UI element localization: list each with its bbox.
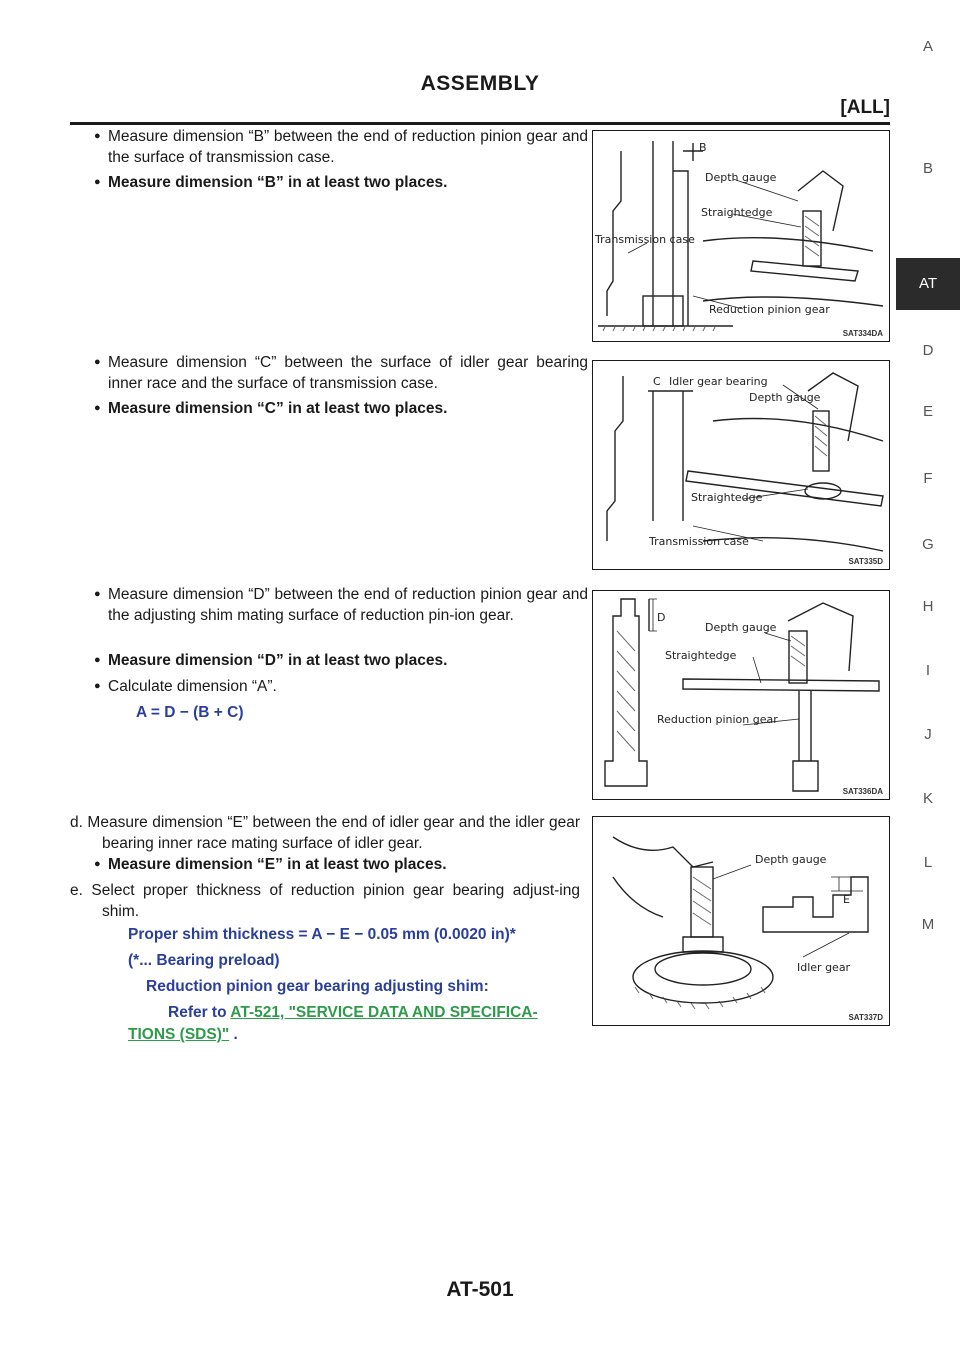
sidebar-item-g[interactable]: G: [922, 536, 934, 553]
figure-code-b: SAT334DA: [842, 329, 883, 338]
fig-e-label-e: E: [843, 893, 850, 906]
fig-b-label-depth-gauge: Depth gauge: [705, 171, 777, 184]
page-subtitle: [ALL]: [840, 97, 890, 118]
sidebar-item-a[interactable]: A: [922, 38, 933, 55]
fig-c-label-idler-bearing: Idler gear bearing: [669, 375, 768, 388]
figure-sat335d: [592, 360, 890, 570]
fig-e-label-idler-gear: Idler gear: [797, 961, 851, 974]
refer-line-2: [128, 1026, 238, 1044]
formula-shim-thickness: Proper shim thickness = A − E − 0.05 mm (0.0020 in)*: [128, 926, 516, 943]
fig-e-label-depth-gauge: Depth gauge: [755, 853, 827, 866]
bullet-calculate-a: ● Calculate dimension “A”.: [108, 676, 588, 697]
refer-prefix: Refer to: [168, 1004, 231, 1021]
sds-link-part2[interactable]: TIONS (SDS)": [128, 1026, 230, 1043]
figure-code-c: SAT335D: [848, 557, 883, 566]
fig-b-label-straightedge: Straightedge: [701, 206, 773, 219]
fig-d-label-depth-gauge: Depth gauge: [705, 621, 777, 634]
sidebar-item-l[interactable]: L: [923, 854, 933, 871]
fig-c-label-depth-gauge: Depth gauge: [749, 391, 821, 404]
bullet-measure-d: ● Measure dimension “D” between the end of reduction pinion gear and the adjusting shim mating surface of reduction pin-ion gear.: [108, 584, 588, 626]
sidebar-item-k[interactable]: K: [922, 790, 933, 807]
bullet-measure-e-places: ● Measure dimension “E” in at least two places.: [108, 854, 588, 875]
refer-line: [168, 1004, 538, 1022]
fig-c-label-straightedge: Straightedge: [691, 491, 763, 504]
fig-b-label-b: B: [699, 141, 707, 154]
fig-c-label-transmission-case: Transmission case: [649, 535, 749, 548]
bullet-measure-c-places: ● Measure dimension “C” in at least two places.: [108, 398, 588, 419]
preload-note: (*... Bearing preload): [128, 952, 280, 969]
section-index-sidebar: [896, 0, 960, 1358]
step-e-text: e. Select proper thickness of reduction pinion gear bearing adjust-ing shim.: [70, 882, 580, 920]
formula-a: A = D − (B + C): [136, 704, 244, 721]
refer-suffix: .: [229, 1026, 238, 1043]
bullet-measure-b-places: ● Measure dimension “B” in at least two places.: [108, 172, 588, 193]
fig-b-label-reduction-pinion: Reduction pinion gear: [709, 303, 830, 316]
sidebar-item-e[interactable]: E: [922, 403, 933, 420]
bullet-measure-d-places: ● Measure dimension “D” in at least two places.: [108, 650, 588, 671]
figure-sat334da: [592, 130, 890, 342]
figure-code-d: SAT336DA: [842, 787, 883, 796]
bullet-measure-c: ● Measure dimension “C” between the surface of idler gear bearing inner race and the surface of transmission case.: [108, 352, 588, 394]
fig-c-label-c: C: [653, 375, 661, 388]
shim-label: Reduction pinion gear bearing adjusting shim:: [146, 978, 489, 995]
sidebar-item-h[interactable]: H: [922, 598, 934, 615]
sidebar-item-i[interactable]: I: [925, 662, 931, 679]
bullet-measure-b: ● Measure dimension “B” between the end of reduction pinion gear and the surface of transmission case.: [108, 126, 588, 168]
fig-d-label-reduction-pinion: Reduction pinion gear: [657, 713, 778, 726]
fig-d-label-d: D: [657, 611, 666, 624]
sidebar-item-d[interactable]: D: [922, 342, 934, 359]
figure-sat336da: [592, 590, 890, 800]
step-d-text: d. Measure dimension “E” between the end of idler gear and the idler gear bearing inner race mating surface of idler gear.: [70, 814, 580, 852]
figure-sat337d: [592, 816, 890, 1026]
sidebar-item-b[interactable]: B: [922, 160, 933, 177]
sidebar-item-m[interactable]: M: [921, 916, 935, 933]
figure-code-e: SAT337D: [848, 1013, 883, 1022]
page-title: ASSEMBLY: [420, 72, 540, 95]
fig-b-label-transmission-case: Transmission case: [595, 233, 695, 246]
sds-link-part1[interactable]: AT-521, "SERVICE DATA AND SPECIFICA-: [230, 1004, 538, 1021]
sidebar-item-at[interactable]: AT: [896, 258, 960, 310]
fig-d-label-straightedge: Straightedge: [665, 649, 737, 662]
header-rule: [70, 122, 890, 125]
sidebar-item-f[interactable]: F: [923, 470, 933, 487]
sidebar-item-j[interactable]: J: [924, 726, 932, 743]
page-number: AT-501: [446, 1278, 514, 1301]
